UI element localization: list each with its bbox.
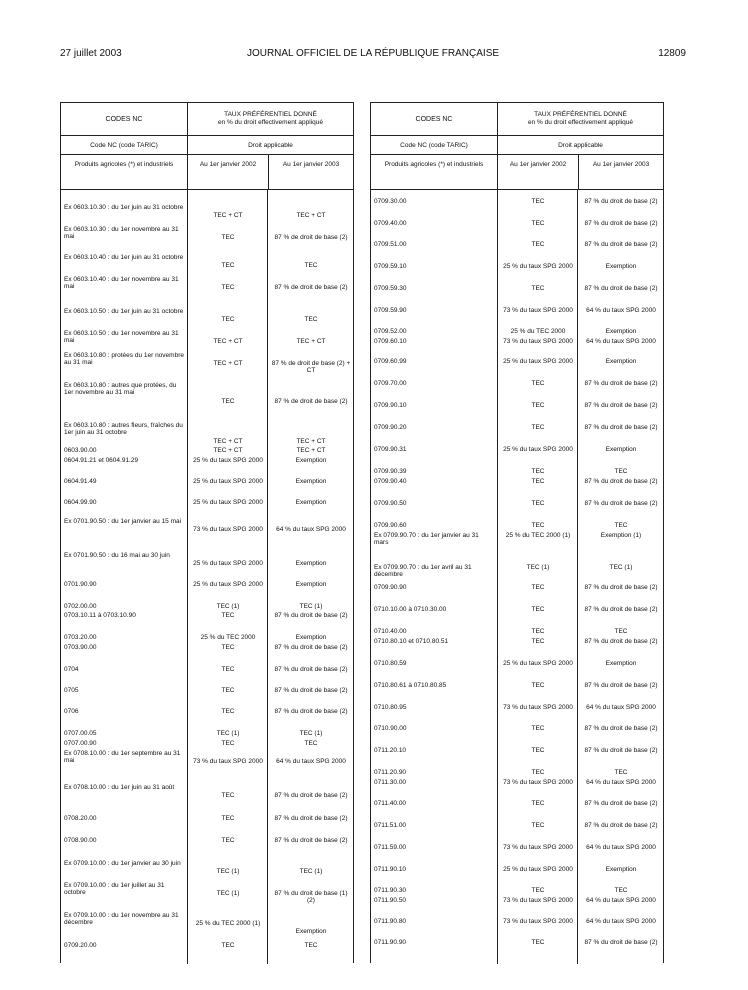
rate-2002-cell: TEC <box>531 822 545 829</box>
rate-2002-cell: TEC + CT <box>213 438 243 445</box>
rate-2002-cell: TEC <box>531 638 545 645</box>
page-header <box>60 48 686 62</box>
rate-2002-cell: TEC <box>221 792 235 799</box>
rate-2003-cell: 87 % de droit de base (2) + CT <box>271 360 351 375</box>
rate-2002-cell: TEC <box>221 708 235 715</box>
rate-2002-cell: TEC <box>221 398 235 405</box>
rate-2003-cell: 87 % du droit de base (2) <box>274 792 348 799</box>
rate-2003-cell: 87 % du droit de base (2) <box>274 815 348 822</box>
rate-2002-cell: TEC <box>221 234 235 241</box>
rate-2002-cell: 73 % du taux SPG 2000 <box>193 758 263 765</box>
rate-2003-cell: Exemption <box>295 928 327 935</box>
rate-2002-cell: TEC <box>221 687 235 694</box>
rate-2003-cell: TEC + CT <box>296 212 326 219</box>
code-cell: 0711.40.00 <box>374 800 407 807</box>
rate-2002-cell: 73 % du taux SPG 2000 <box>503 897 573 904</box>
rate-2003-cell: TEC <box>304 942 318 949</box>
rate-2002-cell: TEC <box>531 380 545 387</box>
rate-2002-cell: TEC <box>221 612 235 619</box>
code-cell: 0710.80.59 <box>374 660 407 667</box>
rate-2003-cell: 87 % du droit de base (2) <box>584 584 658 591</box>
col-2002-heading: Au 1er janvier 2002 <box>498 155 579 189</box>
code-cell: 0709.60.99 <box>374 358 407 365</box>
rate-2002-cell: TEC <box>531 220 545 227</box>
rate-2002-cell: TEC + CT <box>213 360 243 367</box>
rate-2003-cell: 87 % du droit de base (2) <box>584 606 658 613</box>
code-cell: 0709.59.90 <box>374 307 407 314</box>
code-cell: 0604.91.49 <box>64 478 97 485</box>
rate-2003-cell: Exemption <box>605 358 637 365</box>
codes-nc-heading: CODES NC <box>61 103 188 135</box>
rate-2003-cell: Exemption <box>295 499 327 506</box>
rate-2003-cell: TEC <box>304 262 318 269</box>
rate-2002-cell: 25 % du taux SPG 2000 <box>193 457 263 464</box>
rate-2003-cell: Exemption <box>295 581 327 588</box>
rate-2003-cell: 87 % du droit de base (2) <box>584 478 658 485</box>
rate-2002-cell: 25 % du taux SPG 2000 <box>193 499 263 506</box>
code-cell: 0708.90.00 <box>64 837 97 844</box>
code-cell: 0709.70.00 <box>374 380 407 387</box>
rate-2003-cell: 87 % du droit de base (2) <box>584 285 658 292</box>
code-cell: 0604.99.90 <box>64 499 97 506</box>
rate-2002-cell: 73 % du taux SPG 2000 <box>503 307 573 314</box>
code-cell: 0709.40.00 <box>374 220 407 227</box>
code-cell: Ex 0708.10.00 : du 1er septembre au 31 mai <box>64 750 181 765</box>
rate-2003-cell: 87 % du droit de base (2) <box>584 822 658 829</box>
rate-2003-cell: 87 % du droit de base (2) <box>274 687 348 694</box>
rate-2002-cell: TEC <box>531 800 545 807</box>
rate-2002-cell: TEC <box>531 682 545 689</box>
rate-2003-cell: TEC (1) <box>609 564 633 571</box>
rate-2002-cell: 25 % du taux SPG 2000 <box>193 581 263 588</box>
rate-2002-cell: TEC <box>221 815 235 822</box>
code-cell: 0709.90.60 <box>374 522 407 529</box>
code-cell: 0711.90.90 <box>374 939 407 946</box>
rate-2002-cell: TEC (1) <box>216 603 240 610</box>
rate-2002-cell: TEC <box>531 241 545 248</box>
table-header-row <box>61 103 353 136</box>
rate-2003-cell: 87 % du droit de base (2) <box>584 220 658 227</box>
code-cell: 0709.90.90 <box>374 584 407 591</box>
tariff-table-left <box>60 102 354 963</box>
code-cell: 0603.90.00 <box>64 447 97 454</box>
table-header-row <box>371 103 663 136</box>
rate-2003-cell: 87 % du droit de base (2) <box>274 837 348 844</box>
code-cell: 0709.90.31 <box>374 446 407 453</box>
rate-2003-cell: TEC (1) <box>299 730 323 737</box>
table-subheader-row <box>371 136 663 155</box>
column-header-row <box>371 155 663 190</box>
code-cell: 0706 <box>64 708 79 715</box>
code-cell: 0711.90.30 <box>374 887 407 894</box>
rate-2002-cell: TEC <box>531 424 545 431</box>
rate-2002-cell: TEC <box>221 262 235 269</box>
produits-heading: Produits agricoles (*) et industriels <box>61 155 188 189</box>
rate-2003-cell: 87 % du droit de base (2) <box>584 380 658 387</box>
rate-2003-cell: Exemption <box>295 478 327 485</box>
code-cell: Ex 0708.10.00 : du 1er juin au 31 août <box>64 784 175 791</box>
rate-2003-cell: TEC + CT <box>296 447 326 454</box>
rate-2003-cell: 87 % du droit de base (2) <box>584 500 658 507</box>
code-cell: 0709.52.00 <box>374 328 407 335</box>
rate-2002-cell: TEC + CT <box>213 447 243 454</box>
rate-2002-cell: TEC (1) <box>216 868 240 875</box>
taux-heading: TAUX PRÉFÉRENTIEL DONNÉ en % du droit effectivement appliqué <box>217 111 324 126</box>
rate-2002-cell: 73 % du taux SPG 2000 <box>193 526 263 533</box>
rate-2002-cell: 25 % du taux SPG 2000 <box>193 560 263 567</box>
produits-heading: Produits agricoles (*) et industriels <box>371 155 498 189</box>
rate-2003-cell: Exemption (1) <box>600 532 642 539</box>
rate-2002-cell: 25 % du taux SPG 2000 <box>503 358 573 365</box>
rate-2003-cell: TEC <box>614 522 628 529</box>
rate-2002-cell: TEC <box>531 285 545 292</box>
rate-2002-cell: 25 % du TEC 2000 (1) <box>195 920 261 927</box>
code-cell: Ex 0603.10.80 : autres fleurs, fraîches du 1er juin au 31 octobre <box>64 422 183 437</box>
code-cell: Ex 0603.10.50 : du 1er novembre au 31 mai <box>64 330 179 345</box>
rate-2003-cell: Exemption <box>295 560 327 567</box>
rate-2003-cell: Exemption <box>605 263 637 270</box>
code-cell: 0707.00.90 <box>64 740 97 747</box>
rate-2003-cell: 64 % du taux SPG 2000 <box>276 526 346 533</box>
code-cell: 0711.30.00 <box>374 779 407 786</box>
rate-2002-cell: TEC <box>531 198 545 205</box>
code-cell: Ex 0603.10.40 : du 1er juin au 31 octobre <box>64 254 184 261</box>
header-page-number: 12809 <box>658 48 686 59</box>
table-body <box>61 190 353 964</box>
rate-2002-cell: 25 % du taux SPG 2000 <box>503 866 573 873</box>
rate-2003-cell: 87 % du droit de base (1) (2) <box>274 890 348 905</box>
col-2003-heading: Au 1er janvier 2003 <box>592 161 650 168</box>
rate-2002-cell: 25 % du taux SPG 2000 <box>503 263 573 270</box>
rate-2003-cell: 64 % du taux SPG 2000 <box>586 338 656 345</box>
rate-2002-cell: TEC <box>531 500 545 507</box>
code-cell: Ex 0603.10.50 : du 1er juin au 31 octobre <box>64 308 184 315</box>
rate-2002-cell: TEC <box>221 837 235 844</box>
rate-2003-cell: Exemption <box>605 866 637 873</box>
code-cell: 0703.20.00 <box>64 634 97 641</box>
code-cell: 0710.90.00 <box>374 725 407 732</box>
rate-2003-cell: 87 % du droit de base (2) <box>584 402 658 409</box>
code-cell: 0709.59.30 <box>374 285 407 292</box>
tariff-table-right <box>370 102 664 963</box>
rate-2002-cell: 73 % du taux SPG 2000 <box>503 704 573 711</box>
code-cell: Ex 0709.10.00 : du 1er janvier au 30 juin <box>64 860 181 867</box>
rate-2002-cell: TEC <box>531 769 545 776</box>
code-cell: Ex 0603.10.40 : du 1er novembre au 31 mai <box>64 276 179 291</box>
rate-2003-cell: TEC <box>304 740 318 747</box>
rate-2003-cell: 64 % du taux SPG 2000 <box>276 758 346 765</box>
rate-2003-cell: 87 % de droit de base (2) <box>274 234 348 241</box>
rate-2002-cell: TEC <box>531 628 545 635</box>
code-cell: Ex 0701.90.50 : du 1er janvier au 15 mai <box>64 518 182 525</box>
code-cell: 0709.90.50 <box>374 500 407 507</box>
col-2002-heading: Au 1er janvier 2002 <box>188 155 269 189</box>
code-cell: 0703.10.11 à 0703.10.90 <box>64 612 136 619</box>
code-cell: 0701.90.90 <box>64 581 97 588</box>
rate-2003-cell: 87 % du droit de base (2) <box>274 708 348 715</box>
rate-2002-cell: TEC <box>221 284 235 291</box>
rate-2003-cell: 87 % du droit de base (2) <box>584 241 658 248</box>
rate-2002-cell: 25 % du taux SPG 2000 <box>503 446 573 453</box>
rate-2002-cell: TEC + CT <box>213 338 243 345</box>
code-cell: Ex 0709.90.70 : du 1er avril au 31 décembre <box>374 564 472 579</box>
rate-2002-cell: TEC <box>531 606 545 613</box>
header-title: JOURNAL OFFICIEL DE LA RÉPUBLIQUE FRANÇAISE <box>246 48 500 59</box>
rate-2003-cell: TEC (1) <box>299 603 323 610</box>
rate-2002-cell: TEC <box>531 725 545 732</box>
taux-heading: TAUX PRÉFÉRENTIEL DONNÉ en % du droit effectivement appliqué <box>527 111 634 126</box>
rate-2002-cell: TEC <box>221 316 235 323</box>
code-taric-heading: Code NC (code TARIC) <box>61 136 188 154</box>
code-cell: 0710.40.00 <box>374 628 407 635</box>
code-cell: 0710.80.61 à 0710.80.85 <box>374 682 447 689</box>
rate-2003-cell: 87 % du droit de base (2) <box>274 666 348 673</box>
code-cell: 0709.20.00 <box>64 942 97 949</box>
rate-2002-cell: TEC (1) <box>216 890 240 897</box>
rate-2003-cell: Exemption <box>295 634 327 641</box>
rate-2003-cell: 64 % du taux SPG 2000 <box>586 779 656 786</box>
rate-2002-cell: 73 % du taux SPG 2000 <box>503 779 573 786</box>
rate-2003-cell: 87 % du droit de base (2) <box>274 612 348 619</box>
rate-2003-cell: 87 % du droit de base (2) <box>274 644 348 651</box>
code-cell: 0711.20.90 <box>374 769 407 776</box>
code-cell: 0711.90.80 <box>374 918 407 925</box>
code-cell: 0711.20.10 <box>374 747 407 754</box>
rate-2003-cell: TEC <box>614 628 628 635</box>
code-cell: Ex 0603.10.30 : du 1er juin au 31 octobre <box>64 204 184 211</box>
rate-2003-cell: TEC <box>614 887 628 894</box>
code-cell: 0710.80.10 et 0710.80.51 <box>374 638 449 645</box>
rate-2002-cell: TEC <box>531 402 545 409</box>
rate-2002-cell: TEC <box>531 468 545 475</box>
table-body <box>371 190 663 964</box>
rate-2003-cell: Exemption <box>605 328 637 335</box>
rate-2002-cell: TEC <box>531 887 545 894</box>
rate-2002-cell: TEC <box>531 478 545 485</box>
rate-2002-cell: 25 % du TEC 2000 <box>510 328 566 335</box>
code-cell: 0705 <box>64 687 79 694</box>
rate-2002-cell: TEC <box>531 522 545 529</box>
rate-2002-cell: 73 % du taux SPG 2000 <box>503 918 573 925</box>
rate-2002-cell: TEC <box>221 644 235 651</box>
code-cell: 0710.80.95 <box>374 704 407 711</box>
droit-heading: Droit applicable <box>248 141 293 149</box>
rate-2003-cell: 87 % du droit de base (2) <box>584 638 658 645</box>
rate-2003-cell: 64 % du taux SPG 2000 <box>586 307 656 314</box>
rate-2002-cell: TEC <box>531 939 545 946</box>
rate-2003-cell: 87 % de droit de base (2) <box>274 284 348 291</box>
rate-2002-cell: 25 % du TEC 2000 <box>200 634 256 641</box>
code-cell: 0709.51.00 <box>374 241 407 248</box>
code-cell: Ex 0603.10.80 : protées du 1er novembre au 31 mai <box>64 352 184 367</box>
code-cell: 0711.51.00 <box>374 822 407 829</box>
rate-2003-cell: TEC <box>614 468 628 475</box>
rate-2003-cell: 64 % du taux SPG 2000 <box>586 897 656 904</box>
rate-2003-cell: TEC <box>304 316 318 323</box>
table-subheader-row <box>61 136 353 155</box>
header-date: 27 juillet 2003 <box>60 48 122 59</box>
code-taric-heading: Code NC (code TARIC) <box>371 136 498 154</box>
rate-2002-cell: 73 % du taux SPG 2000 <box>503 844 573 851</box>
column-header-row <box>61 155 353 190</box>
code-cell: 0709.30.00 <box>374 198 407 205</box>
rate-2003-cell: Exemption <box>605 446 637 453</box>
code-cell: 0709.59.10 <box>374 263 407 270</box>
rate-2002-cell: TEC <box>531 747 545 754</box>
rate-2002-cell: TEC <box>531 584 545 591</box>
code-cell: 0711.90.50 <box>374 897 407 904</box>
rate-2003-cell: 87 % du droit de base (2) <box>584 725 658 732</box>
rate-2002-cell: TEC (1) <box>526 564 550 571</box>
code-cell: 0711.90.10 <box>374 866 407 873</box>
code-cell: 0704 <box>64 666 79 673</box>
rate-2002-cell: TEC + CT <box>213 212 243 219</box>
rate-2002-cell: TEC <box>221 942 235 949</box>
code-cell: 0710.10.00 à 0710.30.00 <box>374 606 447 613</box>
code-cell: 0709.60.10 <box>374 338 407 345</box>
code-cell: 0707.00.05 <box>64 730 97 737</box>
code-cell: 0709.90.39 <box>374 468 407 475</box>
rate-2003-cell: Exemption <box>295 457 327 464</box>
code-cell: 0702.00.00 <box>64 603 97 610</box>
rate-2003-cell: 87 % de droit de base (2) <box>274 398 348 405</box>
rate-2002-cell: 73 % du taux SPG 2000 <box>503 338 573 345</box>
code-cell: 0604.91.21 et 0604.91.29 <box>64 457 139 464</box>
rate-2003-cell: TEC + CT <box>296 338 326 345</box>
codes-nc-heading: CODES NC <box>371 103 498 135</box>
code-cell: 0709.90.40 <box>374 478 407 485</box>
rate-2003-cell: 87 % du droit de base (2) <box>584 424 658 431</box>
rate-2002-cell: 25 % du taux SPG 2000 <box>503 660 573 667</box>
rate-2003-cell: 87 % du droit de base (2) <box>584 800 658 807</box>
rate-2002-cell: TEC (1) <box>216 730 240 737</box>
rate-2002-cell: TEC <box>221 740 235 747</box>
code-cell: 0709.90.10 <box>374 402 407 409</box>
droit-heading: Droit applicable <box>558 141 603 149</box>
rate-2002-cell: 25 % du taux SPG 2000 <box>193 478 263 485</box>
code-cell: Ex 0603.10.30 : du 1er novembre au 31 mai <box>64 226 179 241</box>
rate-2003-cell: TEC <box>614 769 628 776</box>
rate-2003-cell: TEC + CT <box>296 438 326 445</box>
rate-2003-cell: Exemption <box>605 660 637 667</box>
rate-2003-cell: 64 % du taux SPG 2000 <box>586 918 656 925</box>
code-cell: 0703.90.00 <box>64 644 97 651</box>
col-2003-heading: Au 1er janvier 2003 <box>282 161 340 168</box>
rate-2003-cell: TEC (1) <box>299 868 323 875</box>
code-cell: Ex 0603.10.80 : autres que protées, du 1er novembre au 31 mai <box>64 382 177 397</box>
rate-2003-cell: 87 % du droit de base (2) <box>584 198 658 205</box>
rate-2003-cell: 64 % du taux SPG 2000 <box>586 704 656 711</box>
rate-2003-cell: 87 % du droit de base (2) <box>584 682 658 689</box>
rate-2003-cell: 87 % du droit de base (2) <box>584 939 658 946</box>
code-cell: 0708.20.00 <box>64 815 97 822</box>
code-cell: 0711.59.00 <box>374 844 407 851</box>
code-cell: Ex 0709.10.00 : du 1er novembre au 31 décembre <box>64 912 179 927</box>
rate-2003-cell: 64 % du taux SPG 2000 <box>586 844 656 851</box>
code-cell: 0709.90.20 <box>374 424 407 431</box>
rate-2003-cell: 87 % du droit de base (2) <box>584 747 658 754</box>
code-cell: Ex 0701.90.50 : du 16 mai au 30 juin <box>64 552 170 559</box>
rate-2002-cell: 25 % du TEC 2000 (1) <box>505 532 571 539</box>
code-cell: Ex 0709.90.70 : du 1er janvier au 31 mars <box>374 532 479 547</box>
rate-2002-cell: TEC <box>221 666 235 673</box>
code-cell: Ex 0709.10.00 : du 1er juillet au 31 octobre <box>64 882 165 897</box>
